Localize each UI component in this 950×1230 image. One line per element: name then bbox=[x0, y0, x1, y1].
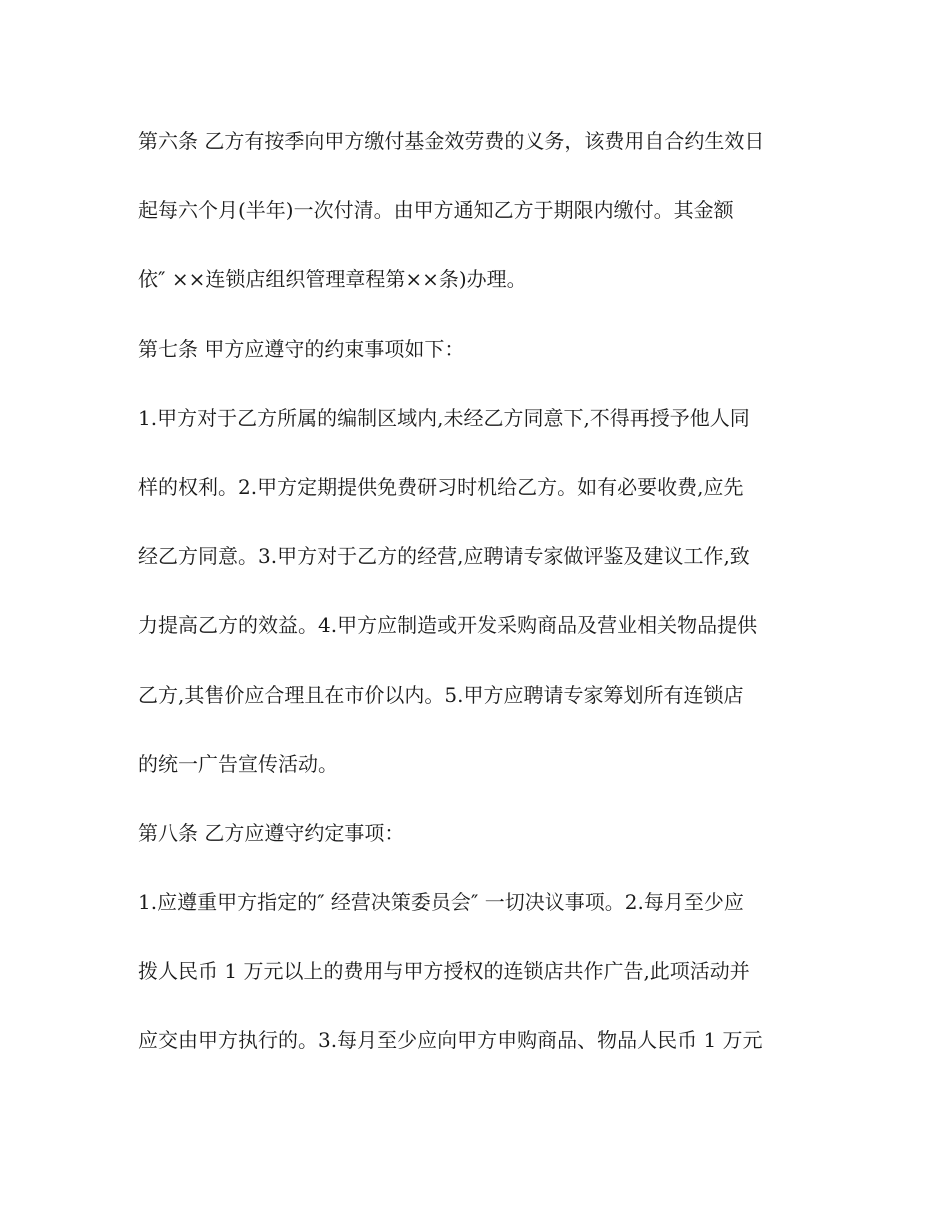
text-line: 拨人民币 1 万元以上的费用与甲方授权的连锁店共作广告,此项活动并 bbox=[138, 959, 750, 984]
text-line: 的统一广告宣传活动。 bbox=[138, 751, 338, 776]
text-line: 第七条 甲方应遵守的约束事项如下： bbox=[138, 336, 465, 361]
text-line: 应交由甲方执行的。3.每月至少应向甲方申购商品、物品人民币 1 万元 bbox=[138, 1028, 763, 1053]
text-line: 力提高乙方的效益。4.甲方应制造或开发采购商品及营业相关物品提供 bbox=[138, 613, 758, 638]
text-line: 第六条 乙方有按季向甲方缴付基金效劳费的义务，该费用自合约生效日 bbox=[138, 129, 765, 153]
text-line: 1.应遵重甲方指定的″ 经营决策委员会″ 一切决议事项。2.每月至少应 bbox=[138, 890, 744, 915]
text-line: 第八条 乙方应遵守约定事项： bbox=[138, 820, 405, 845]
text-line: 经乙方同意。3.甲方对于乙方的经营,应聘请专家做评鉴及建议工作,致 bbox=[138, 544, 750, 569]
document-body bbox=[138, 121, 818, 1090]
text-line: 样的权利。2.甲方定期提供免费研习时机给乙方。如有必要收费,应先 bbox=[138, 474, 744, 499]
text-line: 起每六个月(半年)一次付清。由甲方通知乙方于期限内缴付。其金额 bbox=[138, 198, 734, 223]
text-line: 1.甲方对于乙方所属的编制区域内,未经乙方同意下,不得再授予他人同 bbox=[138, 405, 750, 430]
text-line: 乙方,其售价应合理且在市价以内。5.甲方应聘请专家筹划所有连锁店 bbox=[138, 682, 744, 707]
text-line: 依″ ××连锁店组织管理章程第××条)办理。 bbox=[138, 267, 527, 292]
